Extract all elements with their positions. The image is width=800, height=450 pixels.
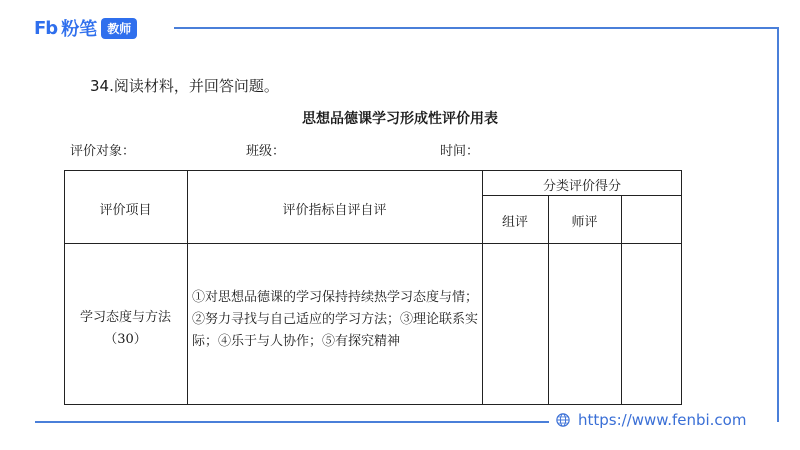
header-criteria: 评价指标自评自评 xyxy=(282,203,387,218)
row-score: （30） xyxy=(104,332,147,347)
frame-top-line xyxy=(174,27,778,29)
frame-bottom-line xyxy=(35,421,549,423)
globe-icon xyxy=(556,413,570,427)
meta-class-label: 班级： xyxy=(246,144,286,159)
brand-tag: 教师 xyxy=(101,18,137,39)
table-line-col4 xyxy=(621,195,622,405)
header-group: 组评 xyxy=(501,215,528,230)
footer-url-text[interactable]: https://www.fenbi.com xyxy=(578,411,747,429)
brand-logo xyxy=(34,16,137,40)
meta-time-label: 时间： xyxy=(440,144,480,159)
table-title: 思想品德课学习形成性评价用表 xyxy=(302,111,498,127)
frame-right-line xyxy=(777,27,779,422)
table-line-header xyxy=(64,243,682,244)
question-text: 34.阅读材料，并回答问题。 xyxy=(90,77,279,95)
table-line-col2 xyxy=(482,170,483,405)
table-border-right xyxy=(681,170,682,405)
meta-subject-label: 评价对象： xyxy=(70,144,136,159)
row-criteria: ①对思想品德课的学习保持持续热学习态度与情；②努力寻找与自己适应的学习方法；③理论联系实际；④乐于与人协作；⑤有探究精神 xyxy=(192,290,479,349)
header-item: 评价项目 xyxy=(99,203,152,218)
row-item: 学习态度与方法 xyxy=(79,310,171,325)
table-line-category xyxy=(482,195,682,196)
fenbi-logo-icon: Fb xyxy=(34,17,58,39)
table-border-bottom xyxy=(64,404,682,405)
header-teacher: 师评 xyxy=(571,215,598,230)
header-category: 分类评价得分 xyxy=(542,179,621,194)
footer-url[interactable] xyxy=(556,411,746,429)
brand-name: 粉笔 xyxy=(61,19,98,40)
table-border-top xyxy=(64,170,682,171)
